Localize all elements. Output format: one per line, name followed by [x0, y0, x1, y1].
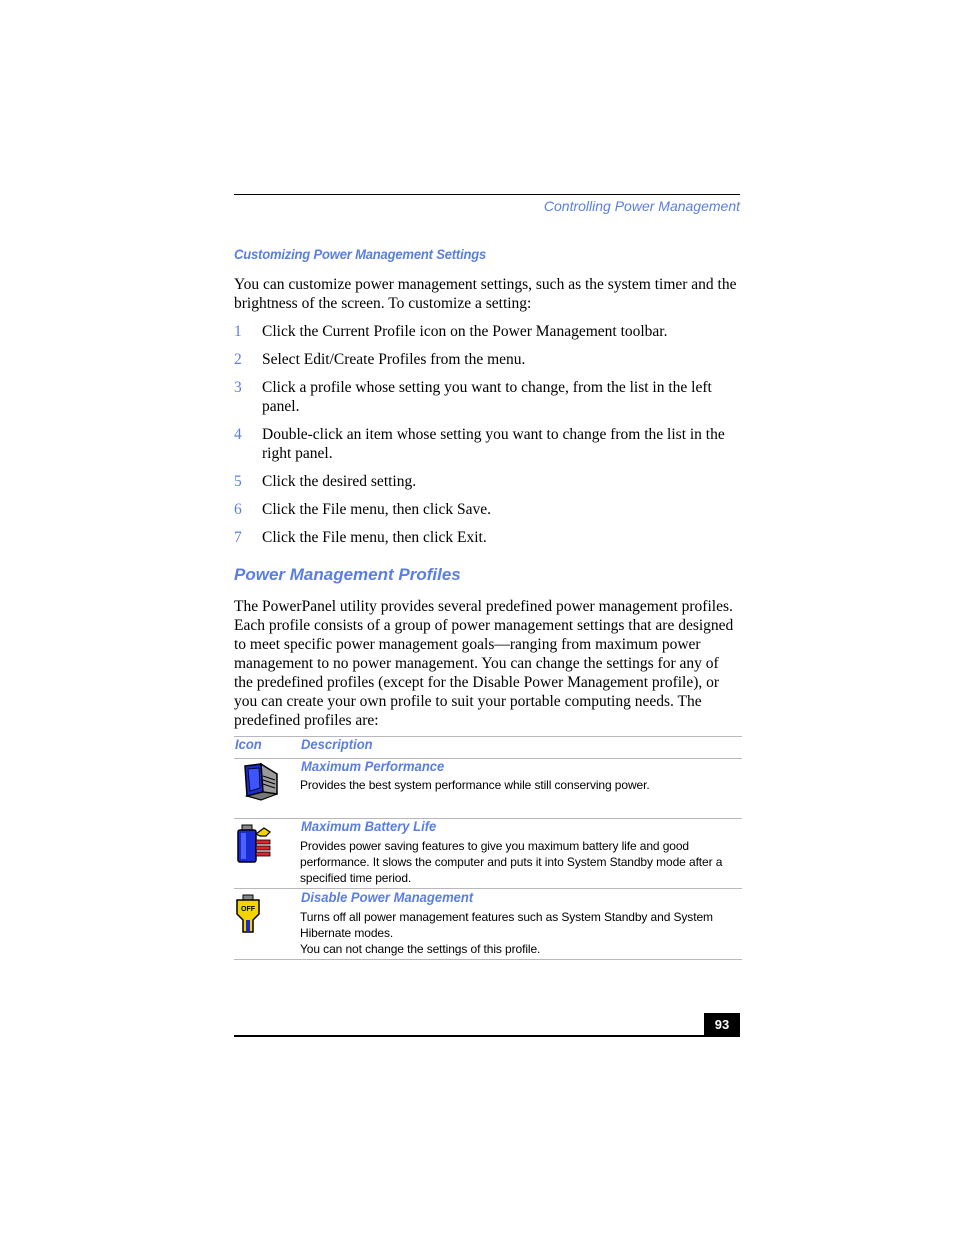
step-text: Click the File menu, then click Save.: [262, 501, 492, 518]
running-head: Controlling Power Management: [543, 198, 740, 214]
battery-off-icon: [234, 894, 264, 939]
step-text: Click the Current Profile icon on the Power Management toolbar.: [262, 323, 668, 340]
step-text: Click a profile whose setting you want to change, from the list in the left panel.: [262, 379, 712, 415]
page-number: 93: [704, 1013, 740, 1036]
profiles-intro: The PowerPanel utility provides several predefined power management profiles. Each profile consists of a group of power management settings that are designed to meet specific power management goals—ranging from maximum power management to no power management. You can change the settings for any of the predefined profiles (except for the Disable Power Management profile), or you can create your own profile to suit your portable computing needs. The predefined profiles are:: [234, 598, 734, 729]
step-number: 2: [234, 351, 242, 368]
battery-off-badge-text: OFF: [241, 906, 255, 913]
step-text: Select Edit/Create Profiles from the menu.: [262, 351, 526, 368]
step-text: Click the desired setting.: [262, 473, 417, 490]
step-number: 1: [234, 323, 242, 340]
header-rule: [234, 194, 740, 195]
profiles-heading: Power Management Profiles: [234, 565, 461, 584]
step-number: 4: [234, 426, 242, 443]
profile-description: Provides power saving features to give you maximum battery life and good performance. It slows the computer and puts it into System Standby mode after a specified time period.: [300, 839, 723, 885]
customizing-heading: Customizing Power Management Settings: [234, 246, 487, 262]
step-number: 6: [234, 501, 242, 518]
table-header-description: Description: [301, 736, 373, 752]
customizing-intro: You can customize power management settings, such as the system timer and the brightness of the screen. To customize a setting:: [234, 276, 737, 312]
profile-name: Maximum Performance: [301, 758, 445, 774]
step-number: 7: [234, 529, 242, 546]
profile-description: Turns off all power management features such as System Standby and System Hibernate modes.: [300, 910, 713, 940]
step-number: 3: [234, 379, 242, 396]
laptop-performance-icon: [239, 762, 281, 807]
table-header-icon: Icon: [235, 736, 262, 752]
profile-description: Provides the best system performance while still conserving power.: [300, 778, 650, 792]
profile-name: Maximum Battery Life: [301, 818, 437, 834]
table-bottom-rule: [234, 959, 742, 960]
step-text: Click the File menu, then click Exit.: [262, 529, 487, 546]
step-text: Double-click an item whose setting you want to change from the list in the right panel.: [262, 426, 725, 462]
profile-name: Disable Power Management: [301, 889, 474, 905]
footer-rule: [234, 1035, 740, 1037]
step-number: 5: [234, 473, 242, 490]
profile-note: You can not change the settings of this profile.: [300, 942, 541, 956]
battery-life-icon: [236, 824, 276, 869]
